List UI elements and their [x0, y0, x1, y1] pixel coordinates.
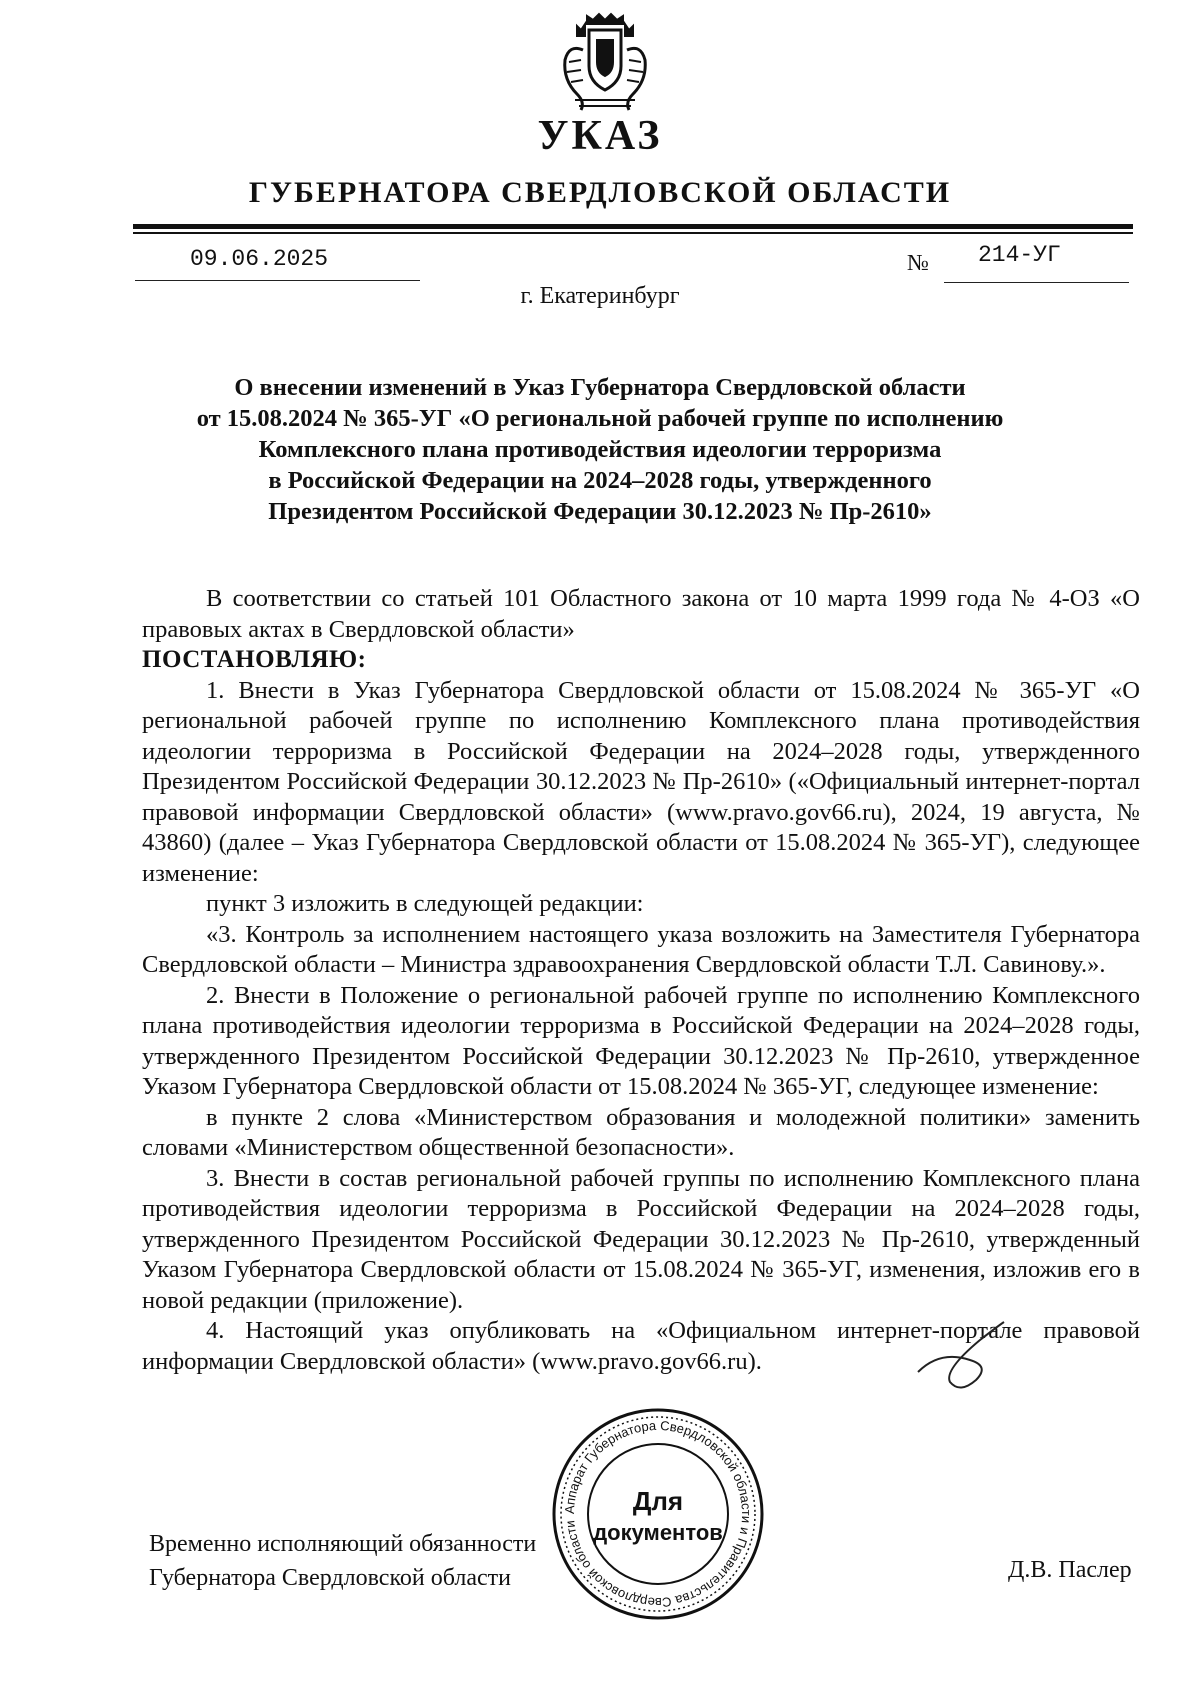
document-city: г. Екатеринбург — [520, 283, 680, 309]
document-number: 214-УГ — [978, 242, 1061, 268]
decree-word: ПОСТАНОВЛЯЮ: — [142, 646, 367, 673]
heading-line: Президентом Российской Федерации 30.12.2023 № Пр-2610» — [268, 498, 932, 525]
paragraph-1-new-text: «3. Контроль за исполнением настоящего указа возложить на Заместителя Губернатора Свердловской области – Министра здравоохранения Свердловской области Т.Л. Савинову.». — [142, 920, 1140, 978]
paragraph-2: 2. Внести в Положение о региональной рабочей группе по исполнению Комплексного плана противодействия идеологии терроризма в Российской Федерации на 2024–2028 годы, утвержденного Президентом Российской Федерации 30.12.2023 № Пр-2610, утвержденное Указом Губернатора Свердловской области от 15.08.2024 № 365-УГ, следующее изменение: — [142, 981, 1140, 1100]
stamp-center-line: Для — [632, 1486, 684, 1516]
document-title: УКАЗ — [537, 113, 663, 159]
document-body — [142, 584, 1140, 1377]
stamp-ring-text: Аппарат Губернатора Свердловской области и Правительства Свердловской области — [561, 1417, 755, 1611]
paragraph-1-instruction: пункт 3 изложить в следующей редакции: — [206, 890, 644, 917]
paragraph-4: 4. Настоящий указ опубликовать на «Официальном интернет-портале правовой информации Свердловской области» (www.pravo.gov66.ru). — [142, 1317, 1140, 1375]
signatory-role-line: Временно исполняющий обязанности — [149, 1531, 537, 1557]
paragraph-2-instruction: в пункте 2 слова «Министерством образования и молодежной политики» заменить словами «Министерством общественной безопасности». — [142, 1103, 1140, 1161]
paragraph-1: 1. Внести в Указ Губернатора Свердловской области от 15.08.2024 № 365-УГ «О региональной рабочей группе по исполнению Комплексного плана противодействия идеологии терроризма в Российской Федерации на 2024–2028 годы, утвержденного Президентом Российской Федерации 30.12.2023 № Пр-2610» («Официальный интернет-портал правовой информации Свердловской области» (www.pravo.gov66.ru), 2024, 19 августа, № 43860) (далее – Указ Губернатора Свердловской области от 15.08.2024 № 365-УГ), следующее изменение: — [142, 676, 1140, 887]
number-sign: № — [907, 250, 929, 275]
coat-of-arms-icon — [555, 10, 655, 114]
heading-line: О внесении изменений в Указ Губернатора Свердловской области — [234, 374, 966, 401]
signatory-name: Д.В. Паслер — [1008, 1557, 1132, 1583]
official-stamp — [550, 1406, 766, 1622]
document-date: 09.06.2025 — [190, 246, 329, 272]
signatory-role-line: Губернатора Свердловской области — [149, 1565, 511, 1591]
header-rule-thick — [133, 224, 1133, 229]
handwritten-signature — [910, 1320, 1010, 1400]
heading-line: от 15.08.2024 № 365-УГ «О региональной рабочей группе по исполнению — [196, 405, 1004, 432]
date-underline — [135, 280, 420, 281]
heading-line: Комплексного плана противодействия идеологии терроризма — [258, 436, 942, 463]
document-issuer: ГУБЕРНАТОРА СВЕРДЛОВСКОЙ ОБЛАСТИ — [248, 176, 952, 209]
signatory-role — [149, 1527, 536, 1595]
preamble: В соответствии со статьей 101 Областного закона от 10 марта 1999 года № 4-ОЗ «О правовых актах в Свердловской области» — [142, 585, 1140, 643]
stamp-center-line: документов — [593, 1520, 723, 1545]
header-rule-thin — [133, 232, 1133, 234]
heading-line: в Российской Федерации на 2024–2028 годы, утвержденного — [268, 467, 932, 494]
document-heading — [160, 372, 1040, 527]
paragraph-3: 3. Внести в состав региональной рабочей группы по исполнению Комплексного плана противодействия идеологии терроризма в Российской Федерации на 2024–2028 годы, утвержденного Президентом Российской Федерации 30.12.2023 № Пр-2610, утвержденный Указом Губернатора Свердловской области от 15.08.2024 № 365-УГ, изменения, изложив его в новой редакции (приложение). — [142, 1164, 1140, 1314]
